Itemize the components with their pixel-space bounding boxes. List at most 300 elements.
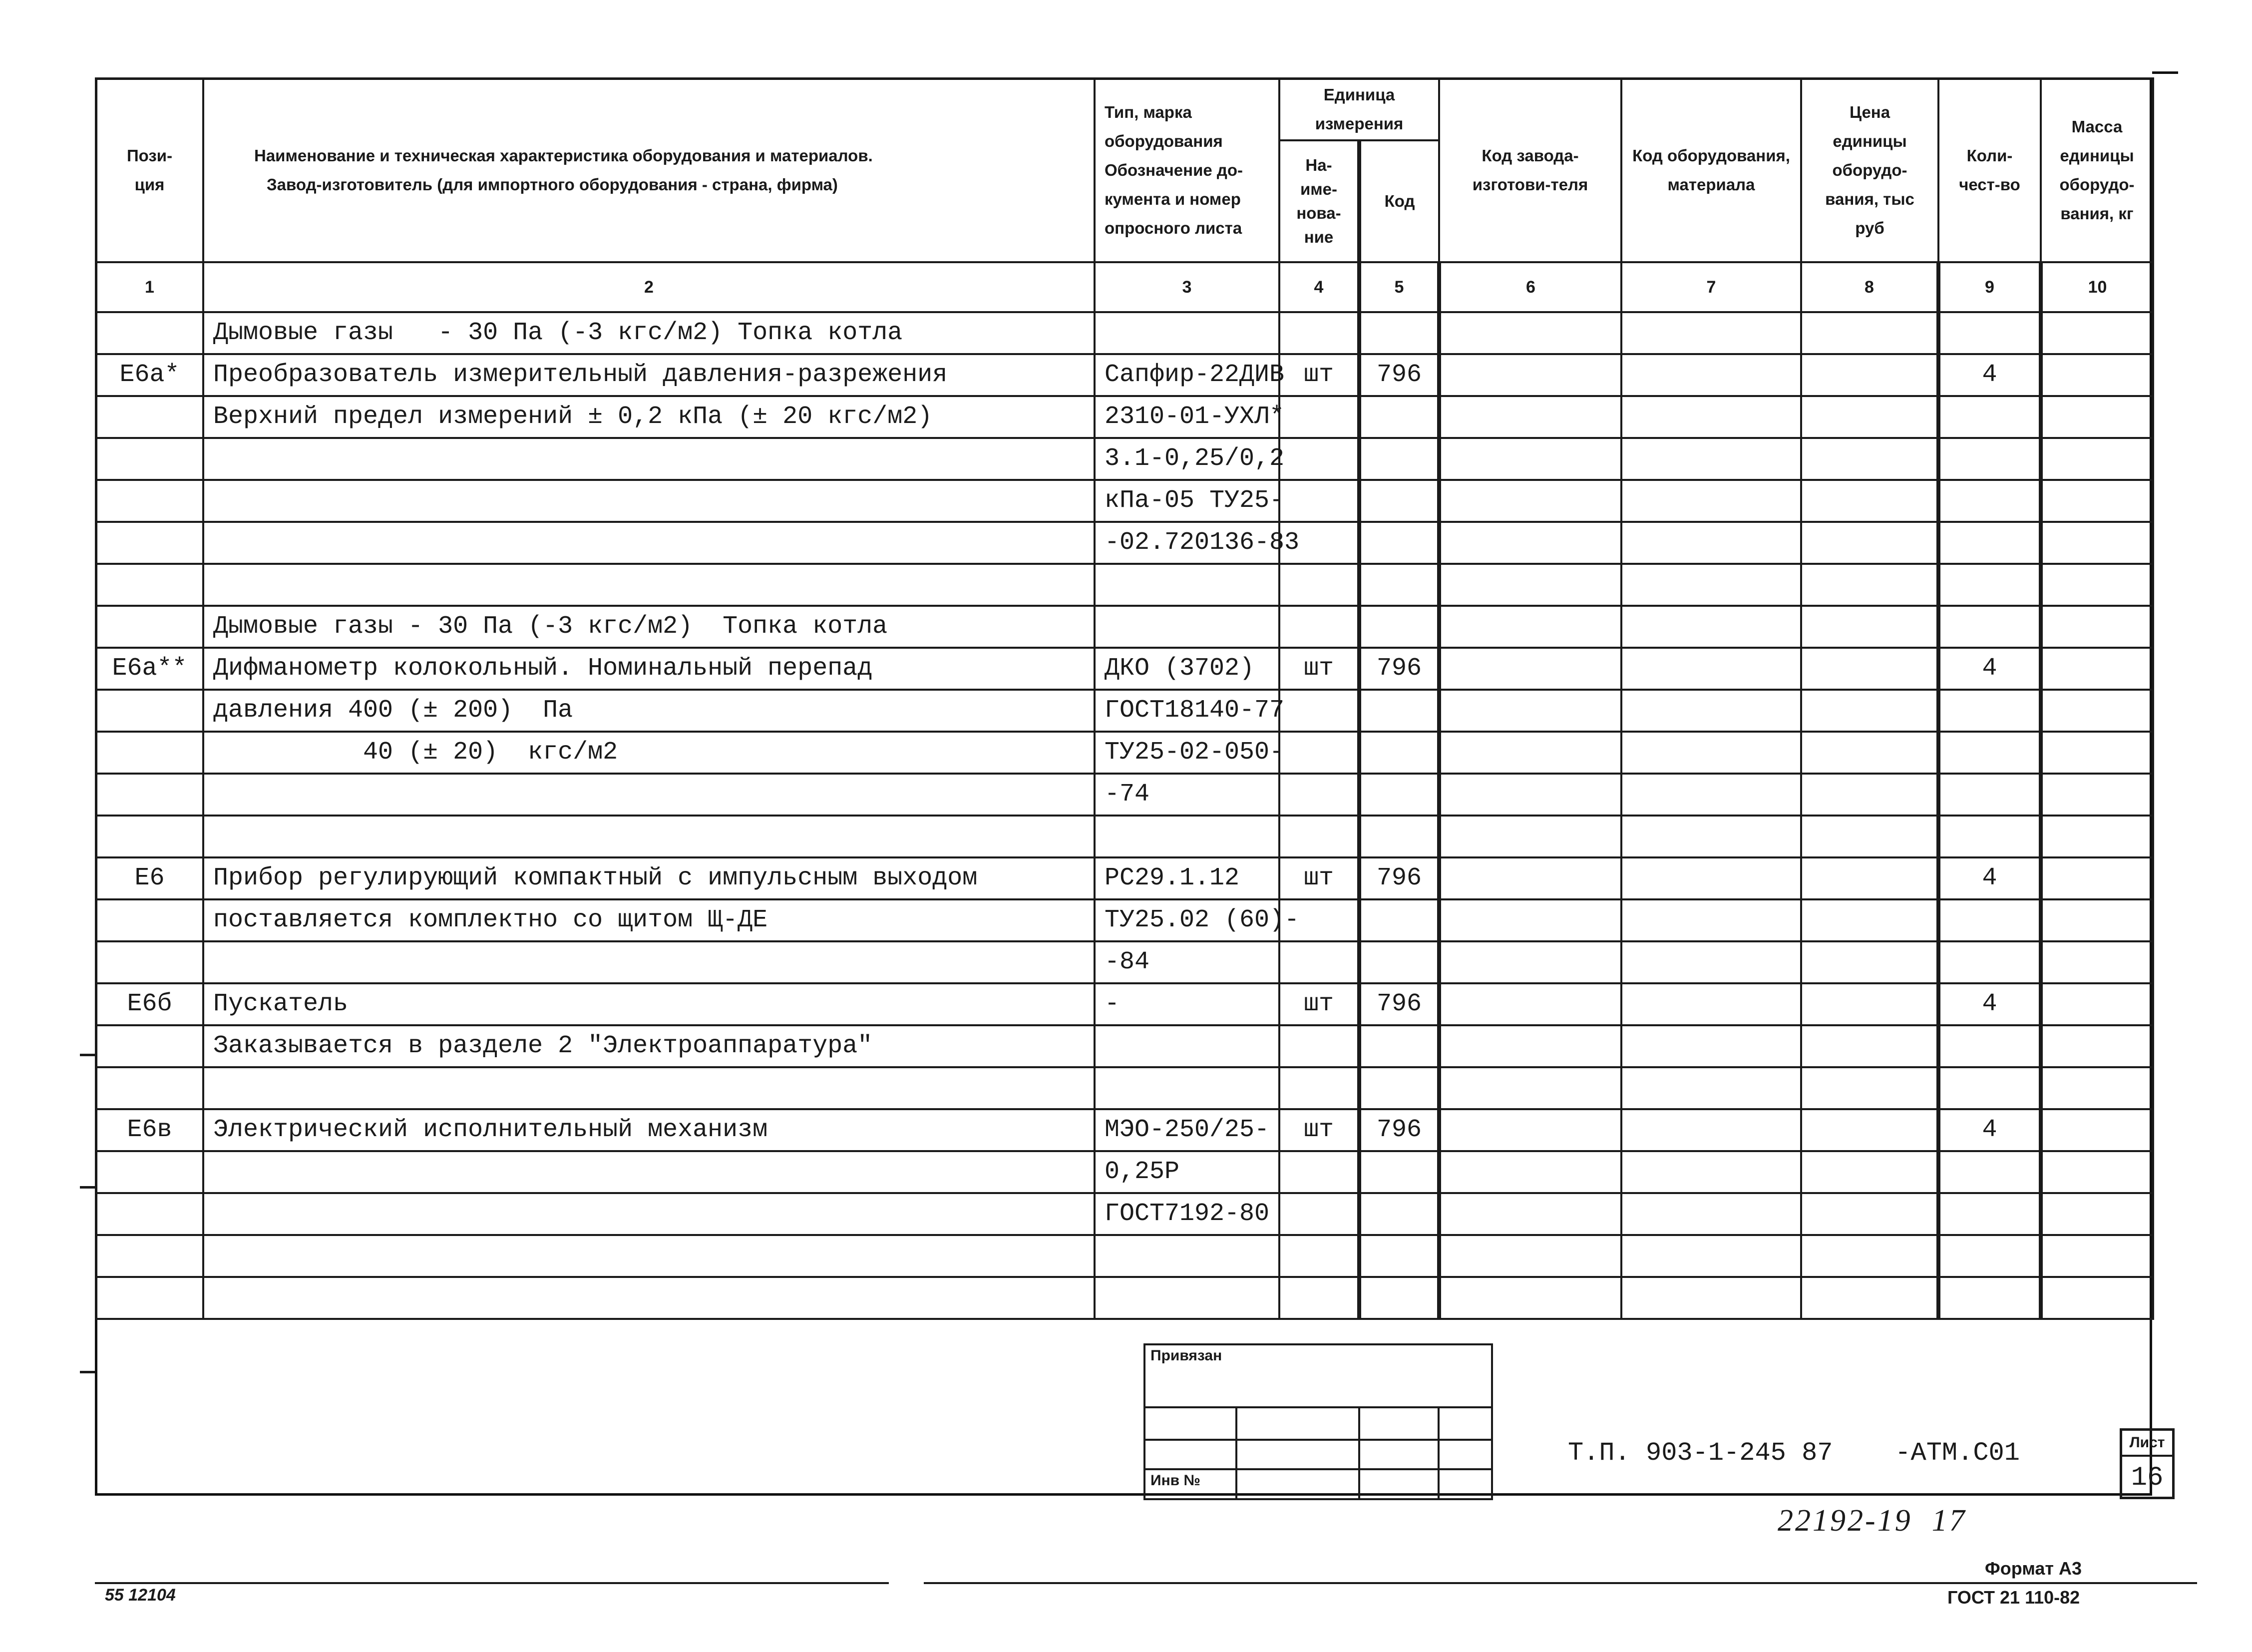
cell-pos: [96, 1193, 203, 1235]
cell-qty: [1938, 438, 2041, 480]
header-price: Цена единицы оборудо-вания, тыс руб: [1801, 78, 1938, 262]
table-row: [96, 564, 2153, 606]
cell-mass: [2041, 312, 2153, 354]
header-position: Пози- ция: [96, 78, 203, 262]
cell-pos: Е6: [96, 857, 203, 899]
cell-code: [1359, 396, 1439, 438]
colnum-9: 9: [1938, 262, 2041, 312]
cell-type: [1095, 816, 1279, 857]
cell-pos: [96, 1235, 203, 1277]
cell-price: [1801, 312, 1938, 354]
cell-eqcode: [1621, 983, 1801, 1025]
table-row: [96, 816, 2153, 857]
cell-qty: [1938, 522, 2041, 564]
cell-name: Прибор регулирующий компактный с импульсным выходом: [203, 857, 1095, 899]
cell-eqcode: [1621, 438, 1801, 480]
cell-mass: [2041, 1067, 2153, 1109]
stamp-cell: [1144, 1440, 1236, 1470]
specification-body: [96, 312, 2153, 1319]
cell-name: [203, 1277, 1095, 1319]
cell-name: Заказывается в разделе 2 "Электроаппаратура": [203, 1025, 1095, 1067]
cell-plant: [1439, 1277, 1621, 1319]
cell-mass: [2041, 438, 2153, 480]
cell-plant: [1439, 312, 1621, 354]
cell-unit: [1279, 396, 1359, 438]
table-row: [96, 774, 2153, 816]
table-row: [96, 899, 2153, 941]
cell-pos: [96, 438, 203, 480]
cell-code: [1359, 522, 1439, 564]
cell-pos: [96, 1277, 203, 1319]
cell-eqcode: [1621, 941, 1801, 983]
cell-pos: [96, 774, 203, 816]
cell-mass: [2041, 857, 2153, 899]
cell-code: [1359, 690, 1439, 732]
cell-name: Дымовые газы - 30 Па (-3 кгс/м2) Топка котла: [203, 312, 1095, 354]
cell-eqcode: [1621, 354, 1801, 396]
cell-pos: Е6а*: [96, 354, 203, 396]
cell-code: [1359, 774, 1439, 816]
cell-eqcode: [1621, 774, 1801, 816]
stamp-cell: [1359, 1407, 1439, 1439]
cell-pos: Е6в: [96, 1109, 203, 1151]
cell-unit: [1279, 690, 1359, 732]
table-row: [96, 522, 2153, 564]
header-mass: Масса единицы оборудо-вания, кг: [2041, 78, 2153, 262]
cell-name: Дифманометр колокольный. Номинальный перепад: [203, 648, 1095, 690]
cell-eqcode: [1621, 1109, 1801, 1151]
cell-pos: [96, 941, 203, 983]
cell-type: ТУ25.02 (60)-: [1095, 899, 1279, 941]
table-row: [96, 857, 2153, 899]
cell-plant: [1439, 983, 1621, 1025]
cell-eqcode: [1621, 816, 1801, 857]
cell-name: [203, 941, 1095, 983]
cell-pos: [96, 816, 203, 857]
cell-type: [1095, 1025, 1279, 1067]
cell-mass: [2041, 480, 2153, 522]
stamp-inv-label: Инв №: [1144, 1469, 1236, 1499]
cell-code: [1359, 732, 1439, 774]
cell-eqcode: [1621, 899, 1801, 941]
table-row: [96, 1277, 2153, 1319]
cell-code: [1359, 312, 1439, 354]
cell-pos: [96, 396, 203, 438]
cell-unit: шт: [1279, 1109, 1359, 1151]
cell-mass: [2041, 606, 2153, 648]
table-row: [96, 1235, 2153, 1277]
colnum-3: 3: [1095, 262, 1279, 312]
cell-code: [1359, 1193, 1439, 1235]
cell-qty: 4: [1938, 354, 2041, 396]
cell-plant: [1439, 522, 1621, 564]
cell-qty: [1938, 899, 2041, 941]
table-row: [96, 480, 2153, 522]
cell-name: 40 (± 20) кгс/м2: [203, 732, 1095, 774]
cell-unit: [1279, 1067, 1359, 1109]
cell-name: [203, 1067, 1095, 1109]
table-row: [96, 396, 2153, 438]
stamp-cell: [1359, 1440, 1439, 1470]
stamp-cell: [1359, 1469, 1439, 1499]
margin-tick: [80, 1054, 95, 1056]
cell-qty: [1938, 1277, 2041, 1319]
cell-plant: [1439, 690, 1621, 732]
colnum-2: 2: [203, 262, 1095, 312]
cell-code: 796: [1359, 983, 1439, 1025]
cell-mass: [2041, 899, 2153, 941]
table-row: [96, 312, 2153, 354]
cell-qty: 4: [1938, 1109, 2041, 1151]
cell-type: Сапфир-22ДИВ: [1095, 354, 1279, 396]
cell-unit: шт: [1279, 983, 1359, 1025]
cell-eqcode: [1621, 857, 1801, 899]
cell-code: [1359, 438, 1439, 480]
cell-mass: [2041, 564, 2153, 606]
cell-eqcode: [1621, 1151, 1801, 1193]
cell-type: 2310-01-УХЛ*: [1095, 396, 1279, 438]
sheet-number-box: [2120, 1428, 2175, 1499]
cell-code: [1359, 1067, 1439, 1109]
cell-unit: [1279, 732, 1359, 774]
specification-table: [95, 77, 2154, 1320]
cell-mass: [2041, 354, 2153, 396]
cell-price: [1801, 1067, 1938, 1109]
cell-eqcode: [1621, 480, 1801, 522]
cell-unit: [1279, 1193, 1359, 1235]
document-designation: Т.П. 903-1-245 87 -АТМ.С01: [1568, 1438, 2020, 1468]
stamp-cell: [1439, 1407, 1493, 1439]
cell-price: [1801, 1151, 1938, 1193]
stamp-cell: [1439, 1469, 1493, 1499]
cell-name: Пускатель: [203, 983, 1095, 1025]
cell-qty: [1938, 774, 2041, 816]
cell-price: [1801, 480, 1938, 522]
table-row: [96, 690, 2153, 732]
cell-price: [1801, 1277, 1938, 1319]
table-row: [96, 1025, 2153, 1067]
cell-unit: шт: [1279, 648, 1359, 690]
cell-mass: [2041, 1277, 2153, 1319]
cell-mass: [2041, 774, 2153, 816]
header-row: [96, 78, 2153, 140]
cell-plant: [1439, 480, 1621, 522]
cell-price: [1801, 1235, 1938, 1277]
cell-code: 796: [1359, 648, 1439, 690]
cell-code: [1359, 1235, 1439, 1277]
cell-type: -: [1095, 983, 1279, 1025]
table-row: [96, 648, 2153, 690]
cell-type: РС29.1.12: [1095, 857, 1279, 899]
cell-type: [1095, 312, 1279, 354]
cell-name: [203, 1235, 1095, 1277]
cell-unit: [1279, 438, 1359, 480]
stamp-cell: [1236, 1407, 1359, 1439]
table-row: [96, 606, 2153, 648]
cell-pos: [96, 522, 203, 564]
cell-code: [1359, 1151, 1439, 1193]
cell-pos: Е6а**: [96, 648, 203, 690]
header-type: Тип, марка оборудования Обозначение до-кумента и номер опросного листа: [1095, 78, 1279, 262]
cell-mass: [2041, 816, 2153, 857]
cell-plant: [1439, 816, 1621, 857]
cell-eqcode: [1621, 1193, 1801, 1235]
cell-name: [203, 1193, 1095, 1235]
cell-price: [1801, 899, 1938, 941]
cell-mass: [2041, 1193, 2153, 1235]
frame-extension-line: [2152, 71, 2178, 74]
cell-plant: [1439, 1193, 1621, 1235]
table-row: [96, 1193, 2153, 1235]
cell-type: 3.1-0,25/0,2: [1095, 438, 1279, 480]
cell-mass: [2041, 648, 2153, 690]
cell-unit: [1279, 1277, 1359, 1319]
cell-type: -74: [1095, 774, 1279, 816]
cell-eqcode: [1621, 1067, 1801, 1109]
cell-unit: [1279, 480, 1359, 522]
cell-name: Верхний предел измерений ± 0,2 кПа (± 20 кгс/м2): [203, 396, 1095, 438]
cell-code: 796: [1359, 354, 1439, 396]
cell-plant: [1439, 732, 1621, 774]
cell-price: [1801, 396, 1938, 438]
cell-eqcode: [1621, 1277, 1801, 1319]
cell-eqcode: [1621, 312, 1801, 354]
cell-mass: [2041, 1025, 2153, 1067]
cell-plant: [1439, 1025, 1621, 1067]
cell-eqcode: [1621, 606, 1801, 648]
table-row: [96, 941, 2153, 983]
margin-tick: [80, 1186, 95, 1189]
cell-eqcode: [1621, 1025, 1801, 1067]
cell-unit: шт: [1279, 857, 1359, 899]
cell-plant: [1439, 354, 1621, 396]
cell-price: [1801, 648, 1938, 690]
cell-unit: [1279, 564, 1359, 606]
cell-qty: [1938, 1025, 2041, 1067]
cell-eqcode: [1621, 564, 1801, 606]
cell-qty: [1938, 816, 2041, 857]
cell-name: давления 400 (± 200) Па: [203, 690, 1095, 732]
cell-type: [1095, 606, 1279, 648]
cell-qty: [1938, 1067, 2041, 1109]
cell-price: [1801, 732, 1938, 774]
cell-code: [1359, 480, 1439, 522]
colnum-4: 4: [1279, 262, 1359, 312]
cell-type: кПа-05 ТУ25-: [1095, 480, 1279, 522]
cell-type: ТУ25-02-050-: [1095, 732, 1279, 774]
header-plant-code: Код завода-изготови-теля: [1439, 78, 1621, 262]
cell-price: [1801, 816, 1938, 857]
cell-eqcode: [1621, 732, 1801, 774]
cell-plant: [1439, 1151, 1621, 1193]
cell-type: [1095, 1067, 1279, 1109]
cell-price: [1801, 1025, 1938, 1067]
cell-pos: Е6б: [96, 983, 203, 1025]
header-name: [203, 78, 1095, 262]
cell-qty: 4: [1938, 983, 2041, 1025]
handwritten-number: 22192-19 17: [1778, 1504, 1967, 1538]
cell-type: ГОСТ18140-77: [1095, 690, 1279, 732]
cell-eqcode: [1621, 522, 1801, 564]
table-row: [96, 732, 2153, 774]
cell-name: Дымовые газы - 30 Па (-3 кгс/м2) Топка котла: [203, 606, 1095, 648]
colnum-1: 1: [96, 262, 203, 312]
cell-pos: [96, 564, 203, 606]
cell-pos: [96, 480, 203, 522]
cell-plant: [1439, 1235, 1621, 1277]
header-unit-group: Единица измерения: [1279, 78, 1439, 140]
cell-name: [203, 564, 1095, 606]
cell-unit: [1279, 774, 1359, 816]
cell-type: [1095, 564, 1279, 606]
cell-name: [203, 522, 1095, 564]
cell-pos: [96, 1151, 203, 1193]
cell-mass: [2041, 1235, 2153, 1277]
cell-name: [203, 480, 1095, 522]
header-equipment-code: Код оборудования, материала: [1621, 78, 1801, 262]
cell-qty: [1938, 312, 2041, 354]
cell-price: [1801, 983, 1938, 1025]
colnum-7: 7: [1621, 262, 1801, 312]
sheet-label: Лист: [2122, 1431, 2172, 1457]
cell-unit: [1279, 1025, 1359, 1067]
footer-rule-left: [95, 1582, 889, 1584]
cell-pos: [96, 690, 203, 732]
cell-type: МЭО-250/25-: [1095, 1109, 1279, 1151]
cell-qty: [1938, 1193, 2041, 1235]
column-number-row: [96, 262, 2153, 312]
margin-tick: [80, 1371, 95, 1373]
colnum-6: 6: [1439, 262, 1621, 312]
cell-code: 796: [1359, 1109, 1439, 1151]
cell-price: [1801, 1193, 1938, 1235]
cell-unit: [1279, 816, 1359, 857]
header-name-line1: Наименование и техническая характеристика оборудования и материалов.: [254, 146, 873, 165]
cell-eqcode: [1621, 690, 1801, 732]
table-row: [96, 983, 2153, 1025]
cell-type: [1095, 1277, 1279, 1319]
table-row: [96, 438, 2153, 480]
cell-plant: [1439, 396, 1621, 438]
cell-price: [1801, 564, 1938, 606]
cell-qty: [1938, 1235, 2041, 1277]
cell-type: ГОСТ7192-80: [1095, 1193, 1279, 1235]
cell-name: Электрический исполнительный механизм: [203, 1109, 1095, 1151]
cell-price: [1801, 774, 1938, 816]
cell-mass: [2041, 1151, 2153, 1193]
cell-plant: [1439, 857, 1621, 899]
cell-price: [1801, 522, 1938, 564]
cell-qty: [1938, 732, 2041, 774]
stamp-cell: [1439, 1440, 1493, 1470]
cell-eqcode: [1621, 648, 1801, 690]
cell-qty: 4: [1938, 857, 2041, 899]
header-quantity: Коли-чест-во: [1938, 78, 2041, 262]
cell-mass: [2041, 396, 2153, 438]
cell-type: -02.720136-83: [1095, 522, 1279, 564]
cell-qty: [1938, 606, 2041, 648]
cell-price: [1801, 857, 1938, 899]
cell-unit: [1279, 312, 1359, 354]
cell-plant: [1439, 899, 1621, 941]
cell-name: поставляется комплектно со щитом Щ-ДЕ: [203, 899, 1095, 941]
cell-unit: [1279, 1235, 1359, 1277]
cell-name: [203, 816, 1095, 857]
cell-price: [1801, 690, 1938, 732]
cell-type: [1095, 1235, 1279, 1277]
cell-name: [203, 1151, 1095, 1193]
cell-code: [1359, 1277, 1439, 1319]
cell-plant: [1439, 1067, 1621, 1109]
cell-mass: [2041, 941, 2153, 983]
cell-unit: [1279, 1151, 1359, 1193]
cell-qty: [1938, 396, 2041, 438]
colnum-8: 8: [1801, 262, 1938, 312]
colnum-5: 5: [1359, 262, 1439, 312]
cell-mass: [2041, 522, 2153, 564]
cell-code: [1359, 606, 1439, 648]
cell-code: [1359, 564, 1439, 606]
cell-qty: [1938, 941, 2041, 983]
approval-stamp: [1143, 1343, 1493, 1500]
colnum-10: 10: [2041, 262, 2153, 312]
cell-type: 0,25Р: [1095, 1151, 1279, 1193]
cell-plant: [1439, 438, 1621, 480]
cell-plant: [1439, 606, 1621, 648]
stamp-cell: [1144, 1407, 1236, 1439]
cell-plant: [1439, 941, 1621, 983]
cell-code: [1359, 899, 1439, 941]
cell-pos: [96, 899, 203, 941]
cell-plant: [1439, 648, 1621, 690]
cell-code: [1359, 1025, 1439, 1067]
header-name-line2: Завод-изготовитель (для импортного оборудования - страна, фирма): [267, 175, 838, 194]
cell-unit: [1279, 941, 1359, 983]
stamp-cell: [1236, 1469, 1359, 1499]
cell-name: Преобразователь измерительный давления-разрежения: [203, 354, 1095, 396]
footer-rule-right: [924, 1582, 2197, 1584]
cell-eqcode: [1621, 1235, 1801, 1277]
cell-price: [1801, 438, 1938, 480]
cell-price: [1801, 606, 1938, 648]
cell-code: 796: [1359, 857, 1439, 899]
cell-qty: 4: [1938, 648, 2041, 690]
gost-label: ГОСТ 21 110-82: [1947, 1587, 2080, 1608]
cell-pos: [96, 1067, 203, 1109]
cell-mass: [2041, 690, 2153, 732]
cell-qty: [1938, 1151, 2041, 1193]
footer-code: 55 12104: [105, 1586, 176, 1605]
cell-name: [203, 774, 1095, 816]
cell-qty: [1938, 690, 2041, 732]
stamp-cell: [1236, 1440, 1359, 1470]
cell-plant: [1439, 1109, 1621, 1151]
cell-name: [203, 438, 1095, 480]
cell-mass: [2041, 983, 2153, 1025]
cell-type: -84: [1095, 941, 1279, 983]
table-row: [96, 1109, 2153, 1151]
cell-pos: [96, 1025, 203, 1067]
table-row: [96, 1067, 2153, 1109]
cell-pos: [96, 606, 203, 648]
cell-plant: [1439, 774, 1621, 816]
table-row: [96, 354, 2153, 396]
cell-qty: [1938, 564, 2041, 606]
cell-eqcode: [1621, 396, 1801, 438]
cell-mass: [2041, 1109, 2153, 1151]
cell-code: [1359, 941, 1439, 983]
header-unit-code: Код: [1359, 140, 1439, 262]
